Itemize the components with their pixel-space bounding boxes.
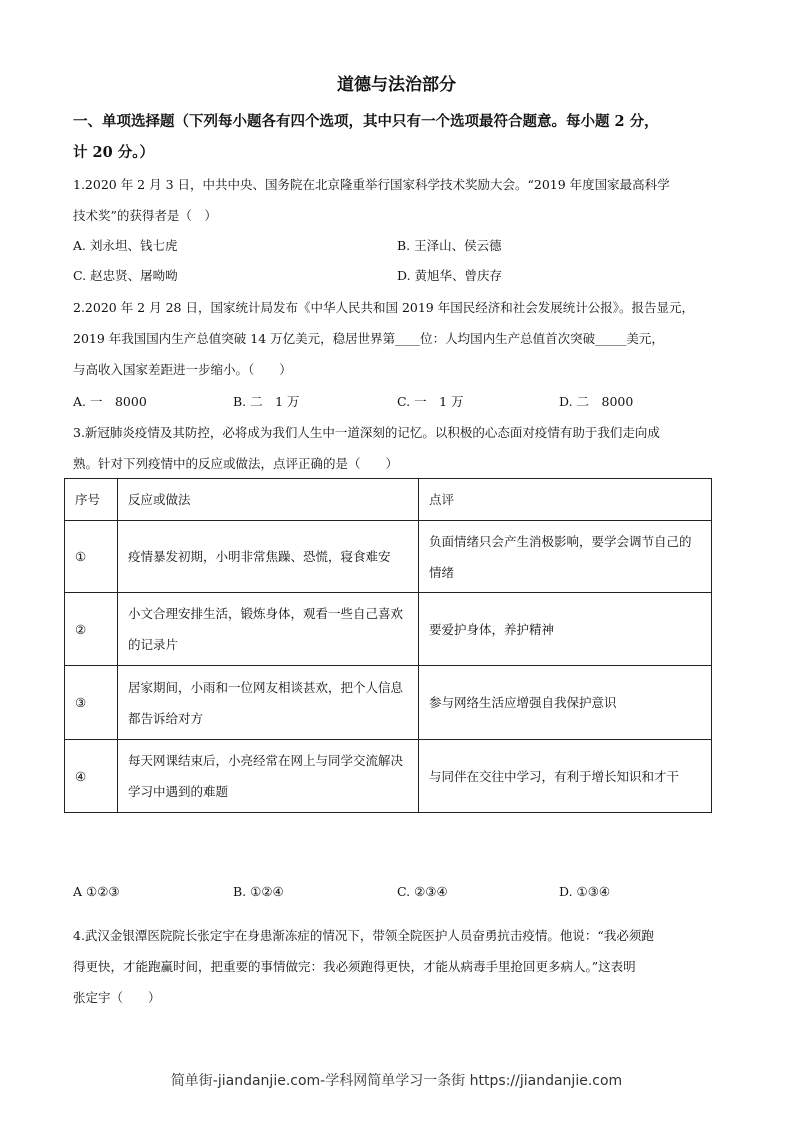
q1-option-b: B. 王泽山、侯云德 xyxy=(397,238,502,253)
q1-text: 1.2020 年 2 月 3 日，中共中央、国务院在北京隆重举行国家科学技术奖励大会。“2019 年度国家最高科学 xyxy=(73,177,670,192)
table-cell: ② xyxy=(65,593,118,666)
table-cell: 小文合理安排生活，锻炼身体，观看一些自己喜欢的记录片 xyxy=(118,593,419,666)
q3-text-cont: 熟。针对下列疫情中的反应或做法，点评正确的是（ ） xyxy=(73,456,399,471)
table-cell: ③ xyxy=(65,666,118,740)
table-cell: 疫情暴发初期，小明非常焦躁、恐慌，寝食难安 xyxy=(118,521,419,593)
q1-option-d: D. 黄旭华、曾庆存 xyxy=(397,268,503,283)
page-title: 道德与法治部分 xyxy=(337,75,456,95)
q2-option-a: A. 一 8000 xyxy=(73,394,147,409)
table-header-row xyxy=(65,479,712,521)
section-heading: 一、单项选择题（下列每小题各有四个选项，其中只有一个选项最符合题意。每小题 2 分， xyxy=(73,113,659,130)
q4-text-cont: 得更快，才能跑赢时间，把重要的事情做完：我必须跑得更快，才能从病毒手里抢回更多病人。”这表明 xyxy=(73,959,636,974)
q2-text-cont: 2019 年我国国内生产总值突破 14 万亿美元，稳居世界第____位：人均国内生产总值首次突破_____美元， xyxy=(73,331,664,346)
q4-text: 4.武汉金银潭医院院长张定宇在身患渐冻症的情况下，带领全院医护人员奋勇抗击疫情。他说：“我必须跑 xyxy=(73,928,654,943)
table-cell: 参与网络生活应增强自我保护意识 xyxy=(419,666,712,740)
table-row xyxy=(65,666,712,740)
q3-text: 3.新冠肺炎疫情及其防控，必将成为我们人生中一道深刻的记忆。以积极的心态面对疫情有助于我们走向成 xyxy=(73,425,660,440)
q2-option-c: C. 一 1 万 xyxy=(397,394,464,409)
q3-option-b: B. ①②④ xyxy=(233,884,284,899)
table-row xyxy=(65,740,712,813)
q4-text-cont2: 张定宇（ ） xyxy=(73,990,161,1005)
table-cell: ① xyxy=(65,521,118,593)
section-heading-cont: 计 20 分。） xyxy=(73,144,155,161)
q3-option-a: A ①②③ xyxy=(73,884,120,899)
table-cell: 要爱护身体，养护精神 xyxy=(419,593,712,666)
table-row xyxy=(65,593,712,666)
q3-option-c: C. ②③④ xyxy=(397,884,448,899)
table-cell: 居家期间，小雨和一位网友相谈甚欢，把个人信息都告诉给对方 xyxy=(118,666,419,740)
q2-text-cont2: 与高收入国家差距进一步缩小。（ ） xyxy=(73,362,292,377)
q3-table xyxy=(64,478,712,813)
table-cell: ④ xyxy=(65,740,118,813)
q2-option-b: B. 二 1 万 xyxy=(233,394,300,409)
table-cell: 每天网课结束后，小亮经常在网上与同学交流解决学习中遇到的难题 xyxy=(118,740,419,813)
table-row xyxy=(65,521,712,593)
q1-option-c: C. 赵忠贤、屠呦呦 xyxy=(73,268,178,283)
footer-watermark: 简单街-jiandanjie.com-学科网简单学习一条街 https://jiandanjie.com xyxy=(170,1073,623,1089)
table-cell: 负面情绪只会产生消极影响，要学会调节自己的情绪 xyxy=(419,521,712,593)
q2-option-d: D. 二 8000 xyxy=(559,394,634,409)
q3-option-d: D. ①③④ xyxy=(559,884,611,899)
q2-text: 2.2020 年 2 月 28 日，国家统计局发布《中华人民共和国 2019 年国民经济和社会发展统计公报》。报告显元， xyxy=(73,300,694,315)
table-header: 序号 xyxy=(65,479,118,521)
q1-text-cont: 技术奖”的获得者是（ ） xyxy=(73,208,217,223)
table-header: 点评 xyxy=(419,479,712,521)
q1-option-a: A. 刘永坦、钱七虎 xyxy=(73,238,178,253)
table-header: 反应或做法 xyxy=(118,479,419,521)
table-cell: 与同伴在交往中学习，有利于增长知识和才干 xyxy=(419,740,712,813)
